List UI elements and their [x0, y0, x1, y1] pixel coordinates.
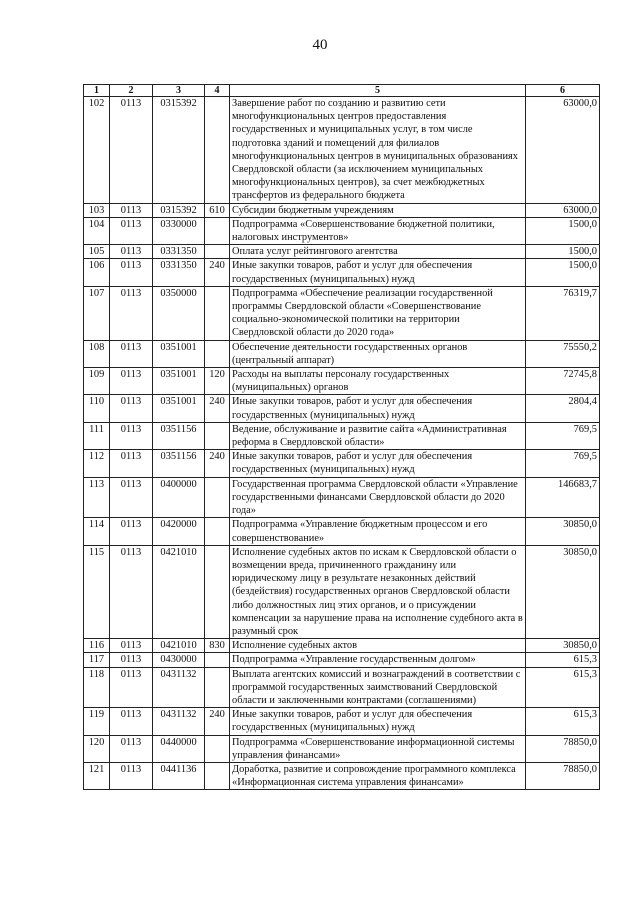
expense-type-cell: 240: [205, 450, 230, 477]
table-row: [84, 97, 600, 204]
target-code-cell: 0351001: [153, 368, 205, 395]
target-code-cell: 0330000: [153, 217, 205, 244]
column-header: 1: [84, 85, 110, 97]
table-body: [84, 97, 600, 790]
table-row: [84, 340, 600, 367]
target-code-cell: 0430000: [153, 653, 205, 667]
row-number-cell: 113: [84, 477, 110, 518]
target-code-cell: 0421010: [153, 639, 205, 653]
expense-type-cell: [205, 340, 230, 367]
target-code-cell: 0350000: [153, 286, 205, 340]
target-code-cell: 0351156: [153, 450, 205, 477]
expense-type-cell: [205, 245, 230, 259]
table-row: [84, 368, 600, 395]
target-code-cell: 0351156: [153, 422, 205, 449]
section-code-cell: 0113: [110, 203, 153, 217]
item-name-cell: Обеспечение деятельности государственных органов (центральный аппарат): [230, 340, 526, 367]
amount-cell: 615,3: [526, 708, 600, 735]
amount-cell: 78850,0: [526, 762, 600, 789]
row-number-cell: 118: [84, 667, 110, 708]
expense-type-cell: [205, 545, 230, 638]
item-name-cell: Подпрограмма «Управление бюджетным процессом и его совершенствование»: [230, 518, 526, 545]
table-row: [84, 477, 600, 518]
expense-type-cell: 830: [205, 639, 230, 653]
expense-type-cell: [205, 422, 230, 449]
amount-cell: 2804,4: [526, 395, 600, 422]
item-name-cell: Завершение работ по созданию и развитию сети многофункциональных центров предоставления государственных и муниципальных услуг, в том числе подготовка зданий и помещений для филиалов многофункциональных центров в муниципальных образованиях Свердловской области (за исключением муниципальных многофункциональных центров), за счет межбюджетных трансфертов из федерального бюджета: [230, 97, 526, 204]
expense-type-cell: [205, 735, 230, 762]
amount-cell: 769,5: [526, 450, 600, 477]
amount-cell: 63000,0: [526, 203, 600, 217]
row-number-cell: 110: [84, 395, 110, 422]
column-header: 5: [230, 85, 526, 97]
table-row: [84, 653, 600, 667]
row-number-cell: 119: [84, 708, 110, 735]
item-name-cell: Подпрограмма «Совершенствование информационной системы управления финансами»: [230, 735, 526, 762]
expense-type-cell: 240: [205, 395, 230, 422]
row-number-cell: 102: [84, 97, 110, 204]
expense-type-cell: [205, 667, 230, 708]
section-code-cell: 0113: [110, 217, 153, 244]
expense-type-cell: [205, 762, 230, 789]
table-row: [84, 450, 600, 477]
section-code-cell: 0113: [110, 422, 153, 449]
expense-type-cell: [205, 518, 230, 545]
section-code-cell: 0113: [110, 762, 153, 789]
amount-cell: 30850,0: [526, 518, 600, 545]
item-name-cell: Подпрограмма «Совершенствование бюджетной политики, налоговых инструментов»: [230, 217, 526, 244]
row-number-cell: 106: [84, 259, 110, 286]
amount-cell: 78850,0: [526, 735, 600, 762]
section-code-cell: 0113: [110, 395, 153, 422]
amount-cell: 615,3: [526, 653, 600, 667]
amount-cell: 1500,0: [526, 217, 600, 244]
target-code-cell: 0331350: [153, 245, 205, 259]
section-code-cell: 0113: [110, 245, 153, 259]
section-code-cell: 0113: [110, 667, 153, 708]
target-code-cell: 0421010: [153, 545, 205, 638]
amount-cell: 146683,7: [526, 477, 600, 518]
row-number-cell: 120: [84, 735, 110, 762]
item-name-cell: Ведение, обслуживание и развитие сайта «Административная реформа в Свердловской области»: [230, 422, 526, 449]
section-code-cell: 0113: [110, 653, 153, 667]
table-row: [84, 395, 600, 422]
expense-type-cell: [205, 217, 230, 244]
row-number-cell: 117: [84, 653, 110, 667]
target-code-cell: 0431132: [153, 667, 205, 708]
amount-cell: 75550,2: [526, 340, 600, 367]
row-number-cell: 112: [84, 450, 110, 477]
row-number-cell: 103: [84, 203, 110, 217]
target-code-cell: 0441136: [153, 762, 205, 789]
target-code-cell: 0315392: [153, 97, 205, 204]
column-header: 6: [526, 85, 600, 97]
table-row: [84, 245, 600, 259]
row-number-cell: 114: [84, 518, 110, 545]
row-number-cell: 104: [84, 217, 110, 244]
row-number-cell: 116: [84, 639, 110, 653]
item-name-cell: Государственная программа Свердловской области «Управление государственными финансами Свердловской области до 2020 года»: [230, 477, 526, 518]
target-code-cell: 0440000: [153, 735, 205, 762]
section-code-cell: 0113: [110, 450, 153, 477]
table-row: [84, 639, 600, 653]
section-code-cell: 0113: [110, 286, 153, 340]
table-row: [84, 667, 600, 708]
expense-type-cell: [205, 653, 230, 667]
page-number: 40: [312, 37, 328, 53]
table-row: [84, 217, 600, 244]
section-code-cell: 0113: [110, 368, 153, 395]
amount-cell: 72745,8: [526, 368, 600, 395]
table-row: [84, 545, 600, 638]
expense-type-cell: [205, 477, 230, 518]
amount-cell: 30850,0: [526, 545, 600, 638]
target-code-cell: 0331350: [153, 259, 205, 286]
item-name-cell: Подпрограмма «Управление государственным долгом»: [230, 653, 526, 667]
amount-cell: 1500,0: [526, 259, 600, 286]
item-name-cell: Оплата услуг рейтингового агентства: [230, 245, 526, 259]
table-row: [84, 259, 600, 286]
target-code-cell: 0420000: [153, 518, 205, 545]
table-row: [84, 708, 600, 735]
budget-table: [83, 84, 600, 790]
section-code-cell: 0113: [110, 97, 153, 204]
item-name-cell: Подпрограмма «Обеспечение реализации государственной программы Свердловской области «Совершенствование социально-экономической политики на территории Свердловской области до 2020 года»: [230, 286, 526, 340]
expense-type-cell: [205, 97, 230, 204]
item-name-cell: Иные закупки товаров, работ и услуг для обеспечения государственных (муниципальных) нужд: [230, 450, 526, 477]
amount-cell: 63000,0: [526, 97, 600, 204]
section-code-cell: 0113: [110, 259, 153, 286]
table-row: [84, 735, 600, 762]
item-name-cell: Расходы на выплаты персоналу государственных (муниципальных) органов: [230, 368, 526, 395]
target-code-cell: 0315392: [153, 203, 205, 217]
item-name-cell: Исполнение судебных актов по искам к Свердловской области о возмещении вреда, причиненного гражданину или юридическому лицу в результате незаконных действий (бездействия) государственных органов Свердловской области либо должностных лиц этих органов, и о присуждении компенсации за нарушение права на исполнение судебного акта в разумный срок: [230, 545, 526, 638]
item-name-cell: Доработка, развитие и сопровождение программного комплекса «Информационная система управления финансами»: [230, 762, 526, 789]
section-code-cell: 0113: [110, 708, 153, 735]
table-row: [84, 518, 600, 545]
table-row: [84, 422, 600, 449]
amount-cell: 30850,0: [526, 639, 600, 653]
column-header: 3: [153, 85, 205, 97]
section-code-cell: 0113: [110, 735, 153, 762]
target-code-cell: 0400000: [153, 477, 205, 518]
target-code-cell: 0431132: [153, 708, 205, 735]
amount-cell: 1500,0: [526, 245, 600, 259]
column-header: 4: [205, 85, 230, 97]
expense-type-cell: 120: [205, 368, 230, 395]
table-row: [84, 203, 600, 217]
target-code-cell: 0351001: [153, 395, 205, 422]
item-name-cell: Исполнение судебных актов: [230, 639, 526, 653]
row-number-cell: 107: [84, 286, 110, 340]
row-number-cell: 111: [84, 422, 110, 449]
item-name-cell: Выплата агентских комиссий и вознаграждений в соответствии с программой государственных заимствований Свердловской области и заключенными контрактами (соглашениями): [230, 667, 526, 708]
item-name-cell: Иные закупки товаров, работ и услуг для обеспечения государственных (муниципальных) нужд: [230, 259, 526, 286]
amount-cell: 769,5: [526, 422, 600, 449]
expense-type-cell: 610: [205, 203, 230, 217]
section-code-cell: 0113: [110, 639, 153, 653]
section-code-cell: 0113: [110, 477, 153, 518]
row-number-cell: 108: [84, 340, 110, 367]
row-number-cell: 121: [84, 762, 110, 789]
column-header: 2: [110, 85, 153, 97]
item-name-cell: Иные закупки товаров, работ и услуг для обеспечения государственных (муниципальных) нужд: [230, 395, 526, 422]
row-number-cell: 109: [84, 368, 110, 395]
section-code-cell: 0113: [110, 545, 153, 638]
table-row: [84, 286, 600, 340]
target-code-cell: 0351001: [153, 340, 205, 367]
row-number-cell: 105: [84, 245, 110, 259]
item-name-cell: Иные закупки товаров, работ и услуг для обеспечения государственных (муниципальных) нужд: [230, 708, 526, 735]
section-code-cell: 0113: [110, 340, 153, 367]
amount-cell: 76319,7: [526, 286, 600, 340]
expense-type-cell: 240: [205, 708, 230, 735]
section-code-cell: 0113: [110, 518, 153, 545]
expense-type-cell: 240: [205, 259, 230, 286]
row-number-cell: 115: [84, 545, 110, 638]
table-row: [84, 762, 600, 789]
item-name-cell: Субсидии бюджетным учреждениям: [230, 203, 526, 217]
amount-cell: 615,3: [526, 667, 600, 708]
expense-type-cell: [205, 286, 230, 340]
table-header-row: [84, 85, 600, 97]
